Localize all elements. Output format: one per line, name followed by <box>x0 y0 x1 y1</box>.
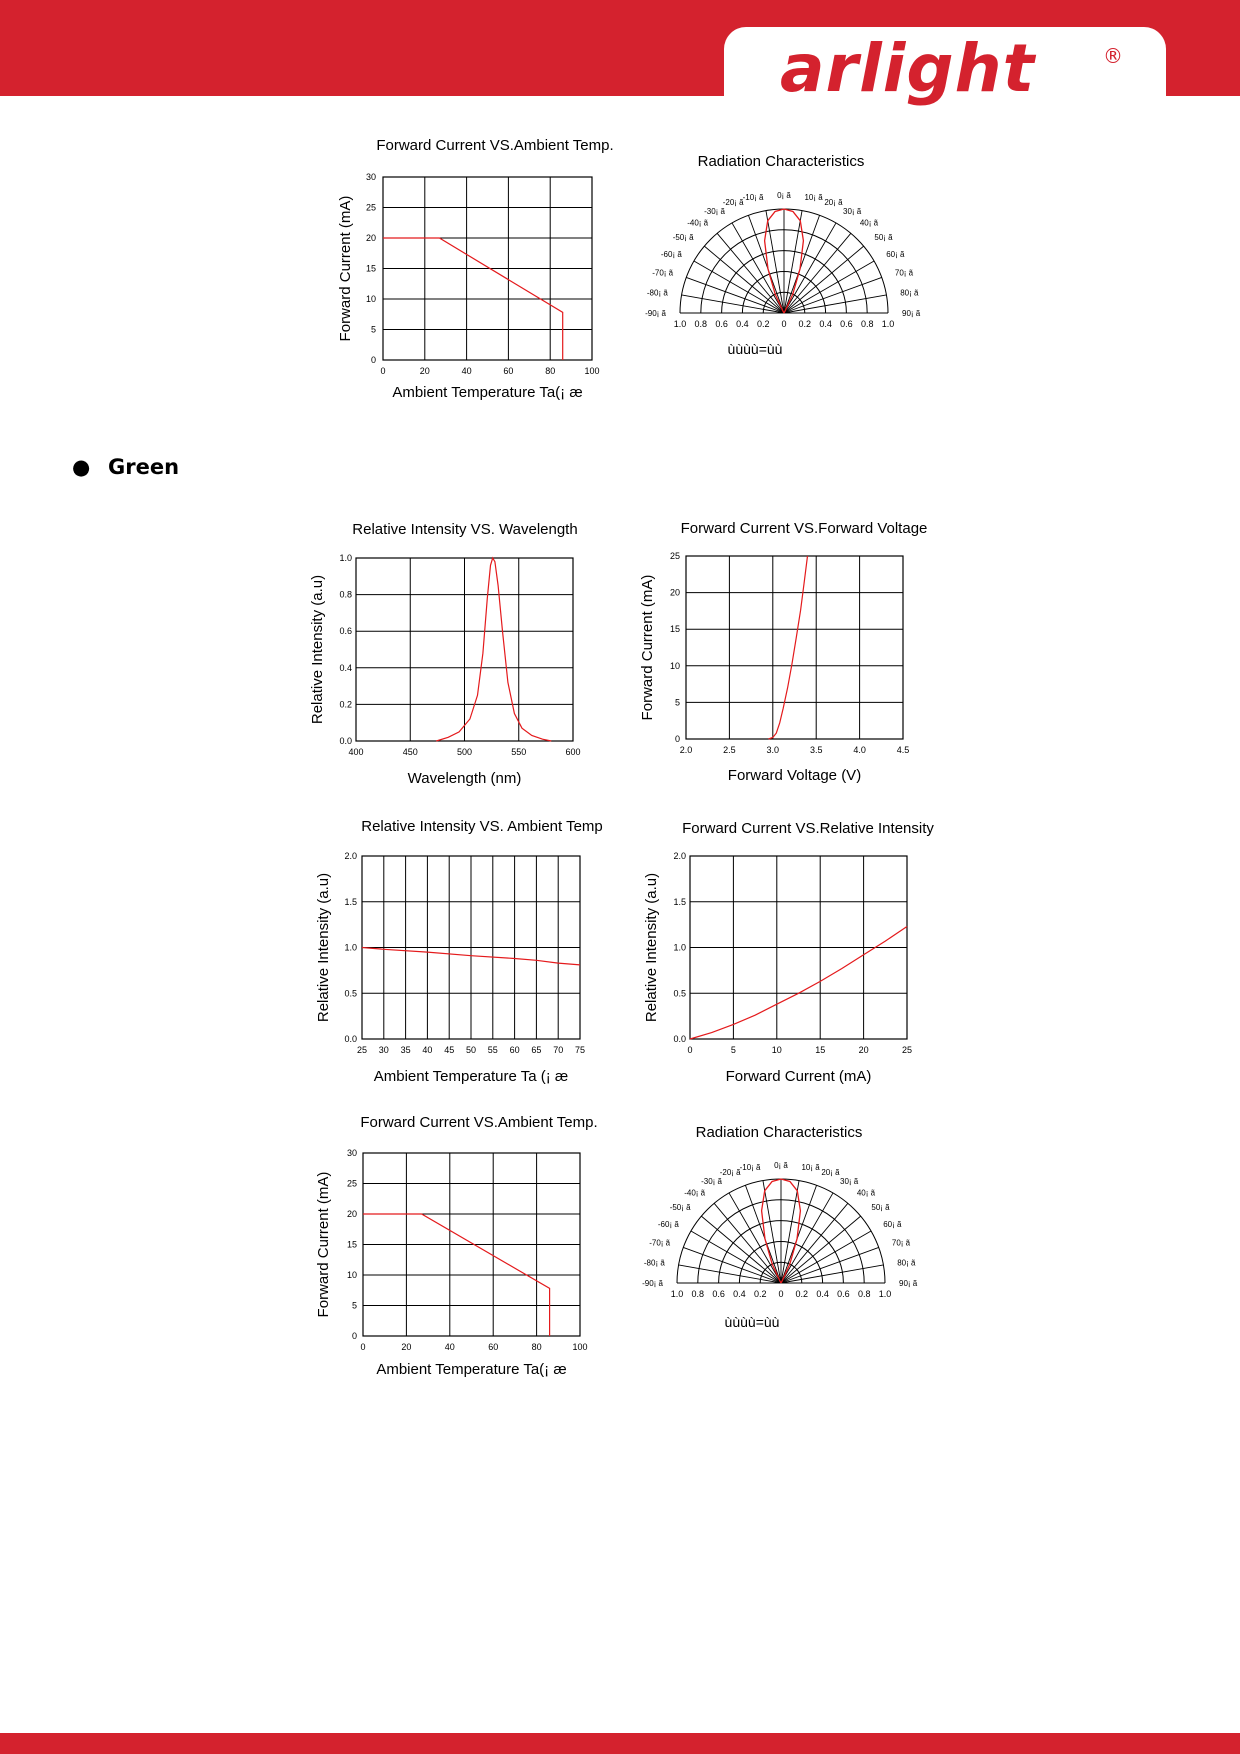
y-tick-label: 0 <box>370 355 376 365</box>
chart-title: Relative Intensity VS. Wavelength <box>352 521 578 538</box>
y-tick-label: 5 <box>674 697 680 708</box>
y-axis-label: Relative Intensity (a.u) <box>643 872 660 1023</box>
x-tick-label: 60 <box>488 1342 499 1352</box>
data-series-line <box>769 556 808 739</box>
x-tick-label: 600 <box>565 747 581 757</box>
x-axis-label: Forward Current (mA) <box>725 1068 872 1085</box>
y-tick-label: 0.6 <box>339 626 352 637</box>
polar-angle-label: -50¡ ã <box>672 233 694 243</box>
y-tick-label: 30 <box>346 1148 357 1158</box>
polar-angle-label: -10¡ ã <box>739 1162 761 1172</box>
polar-radial-label: 0.6 <box>837 1289 850 1299</box>
y-tick-label: 5 <box>351 1300 357 1311</box>
y-tick-label: 10 <box>669 660 680 671</box>
y-tick-label: 20 <box>346 1209 357 1219</box>
x-tick-label: 10 <box>771 1045 782 1055</box>
polar-angle-label: -90¡ ã <box>642 1279 663 1288</box>
chart-title: Radiation Characteristics <box>695 1124 863 1141</box>
polar-angle-label: -90¡ ã <box>645 309 666 318</box>
bullet-icon: ● <box>72 455 91 479</box>
y-tick-label: 0 <box>351 1331 357 1341</box>
x-tick-label: 45 <box>444 1045 455 1055</box>
polar-radial-label: 1.0 <box>878 1289 892 1299</box>
polar-radial-label: 0.2 <box>753 1289 767 1299</box>
polar-angle-label: 80¡ ã <box>897 1258 916 1268</box>
polar-angle-label: -20¡ ã <box>719 1168 741 1178</box>
x-tick-label: 70 <box>553 1045 564 1055</box>
polar-caption: ùùùù=ùù <box>727 341 783 357</box>
polar-angle-label: -70¡ ã <box>652 268 674 278</box>
x-tick-label: 3.5 <box>809 745 823 755</box>
polar-radial-label: 0.8 <box>860 319 874 329</box>
polar-radial-label: 0.6 <box>715 319 728 329</box>
polar-angle-label: -50¡ ã <box>669 1203 691 1213</box>
x-tick-label: 65 <box>531 1045 542 1055</box>
polar-angle-label: -60¡ ã <box>660 250 682 259</box>
x-tick-label: 0 <box>687 1045 693 1055</box>
polar-angle-label: -80¡ ã <box>646 288 668 298</box>
x-tick-label: 450 <box>402 747 418 757</box>
polar-radial-label: 0 <box>781 319 787 329</box>
x-tick-label: 25 <box>901 1045 913 1055</box>
polar-angle-label: -30¡ ã <box>704 206 725 216</box>
x-tick-label: 60 <box>509 1045 520 1055</box>
x-tick-label: 50 <box>465 1045 477 1055</box>
x-tick-label: 5 <box>730 1045 736 1055</box>
polar-radial-label: 0.4 <box>736 319 749 329</box>
y-tick-label: 30 <box>365 172 376 182</box>
y-tick-label: 1.0 <box>344 942 357 953</box>
chart-title: Forward Current VS.Ambient Temp. <box>360 1114 598 1131</box>
polar-caption: ùùùù=ùù <box>724 1314 780 1330</box>
polar-radial-label: 0.8 <box>691 1289 705 1299</box>
x-tick-label: 400 <box>348 747 364 757</box>
x-tick-label: 15 <box>815 1045 826 1055</box>
x-tick-label: 55 <box>487 1045 498 1055</box>
data-series-line <box>436 558 551 741</box>
y-tick-label: 10 <box>346 1270 357 1280</box>
polar-angle-label: -20¡ ã <box>722 198 744 208</box>
x-tick-label: 100 <box>584 366 600 376</box>
polar-angle-label: 0¡ ã <box>774 1161 788 1170</box>
y-tick-label: 0.0 <box>339 736 352 746</box>
chart-title: Forward Current VS.Ambient Temp. <box>376 137 614 154</box>
x-axis-label: Ambient Temperature Ta (¡ æ <box>373 1068 569 1085</box>
polar-angle-label: -60¡ ã <box>657 1220 679 1229</box>
polar-angle-label: 20¡ ã <box>824 198 843 208</box>
x-tick-label: 25 <box>356 1045 368 1055</box>
polar-radial-label: 0.4 <box>816 1289 829 1299</box>
y-tick-label: 25 <box>365 202 376 213</box>
x-tick-label: 2.0 <box>679 745 693 755</box>
polar-angle-label: 20¡ ã <box>821 1168 840 1178</box>
y-tick-label: 0.8 <box>339 589 352 600</box>
y-tick-label: 1.5 <box>673 896 686 907</box>
polar-angle-label: 90¡ ã <box>899 1279 918 1288</box>
y-tick-label: 15 <box>365 263 376 274</box>
polar-radial-label: 1.0 <box>670 1289 684 1299</box>
y-tick-label: 20 <box>365 233 376 243</box>
y-axis-label: Relative Intensity (a.u) <box>309 574 326 725</box>
chart-title: Forward Current VS.Relative Intensity <box>682 820 934 837</box>
y-tick-label: 25 <box>346 1178 357 1189</box>
x-tick-label: 75 <box>574 1045 586 1055</box>
polar-angle-label: -70¡ ã <box>649 1238 671 1248</box>
polar-radial-label: 0.2 <box>756 319 770 329</box>
chart-title: Radiation Characteristics <box>697 153 865 170</box>
x-tick-label: 80 <box>545 366 556 376</box>
polar-angle-label: 50¡ ã <box>871 1203 890 1213</box>
y-axis-label: Forward Current (mA) <box>315 1171 332 1318</box>
y-tick-label: 1.5 <box>344 896 357 907</box>
x-tick-label: 20 <box>419 366 430 376</box>
polar-angle-label: 30¡ ã <box>843 206 862 216</box>
y-axis-label: Forward Current (mA) <box>639 574 656 721</box>
x-tick-label: 40 <box>422 1045 433 1055</box>
y-axis-label: Forward Current (mA) <box>337 195 354 342</box>
y-tick-label: 1.0 <box>673 942 686 953</box>
polar-angle-label: -40¡ ã <box>684 1188 706 1198</box>
y-tick-label: 2.0 <box>673 851 686 861</box>
polar-radial-label: 0.6 <box>712 1289 725 1299</box>
x-tick-label: 80 <box>531 1342 542 1352</box>
footer-band <box>0 1733 1240 1754</box>
x-tick-label: 4.0 <box>853 745 866 755</box>
y-tick-label: 0 <box>674 734 680 744</box>
y-tick-label: 20 <box>669 587 680 598</box>
y-tick-label: 0.0 <box>344 1034 357 1044</box>
polar-angle-label: 90¡ ã <box>902 309 921 318</box>
y-tick-label: 2.0 <box>344 851 357 861</box>
polar-angle-label: 70¡ ã <box>891 1238 911 1248</box>
polar-angle-label: 60¡ ã <box>883 1220 902 1229</box>
x-tick-label: 500 <box>456 747 473 757</box>
x-tick-label: 4.5 <box>896 745 910 755</box>
polar-angle-label: -80¡ ã <box>643 1258 665 1268</box>
x-axis-label: Ambient Temperature Ta(¡ æ <box>392 384 583 401</box>
y-tick-label: 0.2 <box>339 699 352 710</box>
brand-logo: arlight <box>780 30 1036 107</box>
chart-title: Forward Current VS.Forward Voltage <box>680 520 928 537</box>
polar-radial-label: 0.8 <box>857 1289 871 1299</box>
polar-radial-label: 0 <box>778 1289 784 1299</box>
polar-angle-label: 60¡ ã <box>886 250 905 259</box>
y-tick-label: 0.5 <box>344 988 357 999</box>
x-tick-label: 0 <box>360 1342 366 1352</box>
polar-angle-label: 10¡ ã <box>804 192 823 202</box>
y-axis-label: Relative Intensity (a.u) <box>315 872 332 1023</box>
x-tick-label: 2.5 <box>723 745 736 755</box>
y-tick-label: 15 <box>346 1239 357 1250</box>
y-tick-label: 1.0 <box>339 553 352 563</box>
polar-radial-label: 0.2 <box>798 319 812 329</box>
x-axis-label: Ambient Temperature Ta(¡ æ <box>376 1361 567 1378</box>
x-tick-label: 20 <box>401 1342 412 1352</box>
polar-radial-label: 1.0 <box>881 319 895 329</box>
y-tick-label: 0.4 <box>339 662 352 673</box>
data-series-line <box>690 927 907 1040</box>
polar-radial-label: 0.4 <box>733 1289 746 1299</box>
x-tick-label: 20 <box>858 1045 869 1055</box>
polar-radial-label: 1.0 <box>673 319 687 329</box>
x-tick-label: 3.0 <box>766 745 780 755</box>
y-tick-label: 15 <box>669 624 680 635</box>
section-title: Green <box>108 455 180 479</box>
x-tick-label: 60 <box>503 366 514 376</box>
polar-angle-label: 40¡ ã <box>856 1188 876 1198</box>
polar-angle-label: 30¡ ã <box>840 1176 859 1186</box>
polar-radial-label: 0.8 <box>694 319 708 329</box>
registered-mark: ® <box>1103 44 1123 68</box>
polar-radial-label: 0.2 <box>795 1289 809 1299</box>
polar-angle-label: -30¡ ã <box>701 1176 722 1186</box>
x-axis-label: Forward Voltage (V) <box>727 767 862 784</box>
chart-title: Relative Intensity VS. Ambient Temp <box>361 818 603 835</box>
x-tick-label: 40 <box>444 1342 455 1352</box>
polar-angle-label: -40¡ ã <box>687 218 709 228</box>
y-tick-label: 10 <box>365 294 376 304</box>
x-tick-label: 35 <box>400 1045 411 1055</box>
y-tick-label: 25 <box>669 551 680 561</box>
polar-angle-label: 10¡ ã <box>801 1162 820 1172</box>
polar-angle-label: 70¡ ã <box>894 268 914 278</box>
x-tick-label: 0 <box>380 366 386 376</box>
y-tick-label: 0.5 <box>673 988 686 999</box>
x-tick-label: 550 <box>511 747 527 757</box>
polar-angle-label: 80¡ ã <box>900 288 919 298</box>
x-tick-label: 40 <box>461 366 472 376</box>
x-axis-label: Wavelength (nm) <box>407 770 522 787</box>
x-tick-label: 30 <box>378 1045 389 1055</box>
polar-angle-label: 0¡ ã <box>777 191 791 200</box>
x-tick-label: 100 <box>572 1342 588 1352</box>
polar-angle-label: 50¡ ã <box>874 233 893 243</box>
y-tick-label: 5 <box>370 324 376 335</box>
polar-radial-label: 0.4 <box>819 319 832 329</box>
polar-radial-label: 0.6 <box>840 319 853 329</box>
polar-angle-label: 40¡ ã <box>859 218 879 228</box>
polar-angle-label: -10¡ ã <box>742 192 764 202</box>
y-tick-label: 0.0 <box>673 1034 686 1044</box>
